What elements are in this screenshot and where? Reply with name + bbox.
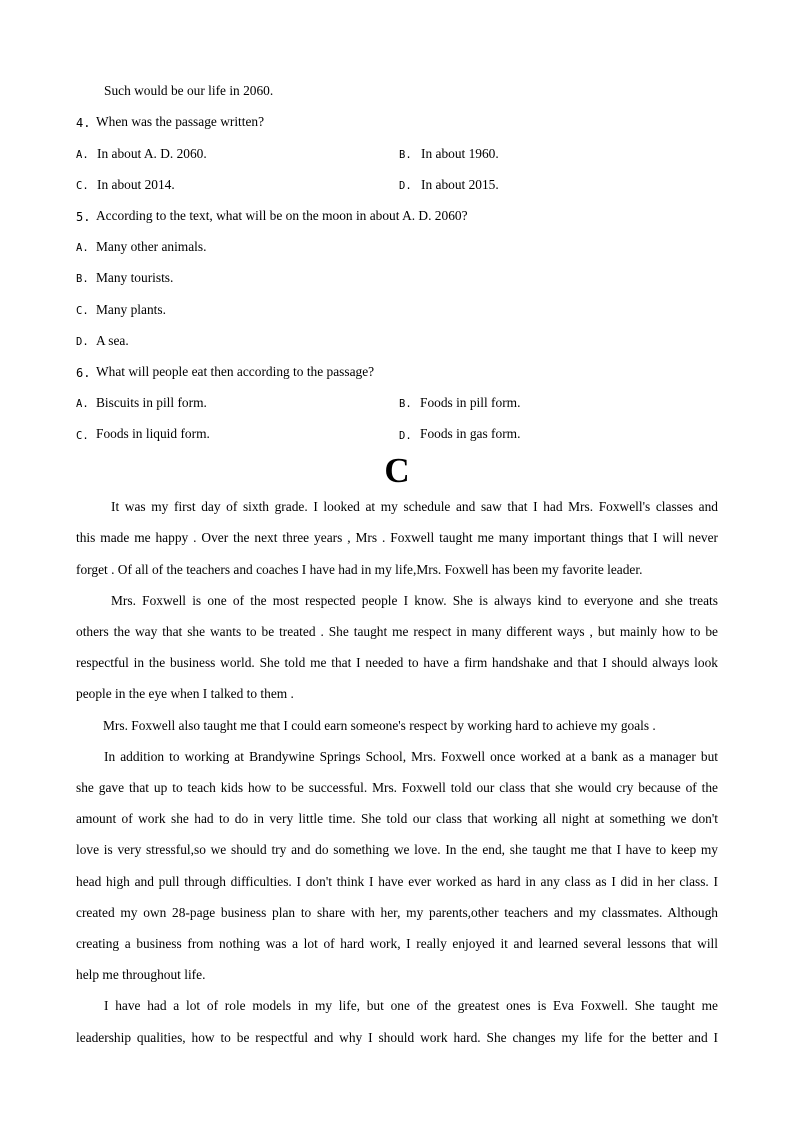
option-text: A sea. [96, 333, 129, 348]
option-text: Many other animals. [96, 239, 207, 254]
passage-line: love is very stressful,so we should try and do something we love. In the end, she taught me that I have to keep my [76, 842, 718, 857]
passage-line: amount of work she had to do in very little time. She told our class that working all night at something we don't [76, 811, 718, 826]
section-heading: C [384, 451, 410, 490]
passage-line: this made me happy . Over the next three years , Mrs . Foxwell taught me many important things that I will never [76, 530, 718, 545]
option-letter: B. [399, 398, 412, 410]
option-letter: A. [76, 149, 89, 161]
passage-line: It was my first day of sixth grade. I looked at my schedule and saw that I had Mrs. Foxwell's classes and [111, 499, 718, 514]
passage-line: Mrs. Foxwell also taught me that I could earn someone's respect by working hard to achieve my goals . [103, 718, 656, 733]
passage-line: respectful in the business world. She told me that I needed to have a firm handshake and that I should always look [76, 655, 718, 670]
option-letter: D. [76, 336, 89, 348]
option-letter: D. [399, 430, 412, 442]
question-text: What will people eat then according to the passage? [96, 364, 375, 379]
option-text: Foods in pill form. [420, 395, 521, 410]
option-text: In about 1960. [421, 146, 499, 161]
option-letter: D. [399, 180, 412, 192]
passage-line: creating a business from nothing was a lot of hard work, I really enjoyed it and learned several lessons that will [76, 936, 718, 951]
option-text: Biscuits in pill form. [96, 395, 207, 410]
option-text: Many plants. [96, 302, 166, 317]
option-text: Many tourists. [96, 270, 174, 285]
option-text: Foods in liquid form. [96, 426, 210, 441]
intro-line: Such would be our life in 2060. [104, 83, 274, 98]
passage-line: In addition to working at Brandywine Springs School, Mrs. Foxwell once worked at a bank as a manager but [104, 749, 718, 764]
option-text: In about A. D. 2060. [97, 146, 207, 161]
option-text: Foods in gas form. [420, 426, 521, 441]
question-number: 4. [76, 116, 91, 130]
option-letter: C. [76, 180, 89, 192]
option-letter: B. [76, 273, 89, 285]
option-letter: C. [76, 430, 89, 442]
question-text: When was the passage written? [96, 114, 265, 129]
question-text: According to the text, what will be on the moon in about A. D. 2060? [96, 208, 468, 223]
question-number: 6. [76, 366, 91, 380]
question-number: 5. [76, 210, 91, 224]
passage-line: others the way that she wants to be treated . She taught me respect in many different ways , but mainly how to be [76, 624, 718, 639]
option-letter: A. [76, 242, 89, 254]
passage-line: help me throughout life. [76, 967, 206, 982]
passage-line: forget . Of all of the teachers and coaches I have had in my life,Mrs. Foxwell has been my favorite leader. [76, 562, 643, 577]
passage-line: I have had a lot of role models in my life, but one of the greatest ones is Eva Foxwell. She taught me [104, 998, 718, 1013]
passage-line: she gave that up to teach kids how to be successful. Mrs. Foxwell told our class that she would cry because of the [76, 780, 718, 795]
passage-line: created my own 28-page business plan to share with her, my parents,other teachers and my classmates. Although [76, 905, 718, 920]
option-letter: A. [76, 398, 89, 410]
option-letter: B. [399, 149, 412, 161]
option-text: In about 2015. [421, 177, 499, 192]
passage-line: people in the eye when I talked to them . [76, 686, 294, 701]
option-text: In about 2014. [97, 177, 175, 192]
passage-line: head high and pull through difficulties. I don't think I have ever worked as hard in any class as I did in her class. I [76, 874, 718, 889]
passage-line: leadership qualities, how to be respectful and why I should work hard. She changes my life for the better and I [76, 1030, 718, 1045]
passage-line: Mrs. Foxwell is one of the most respected people I know. She is always kind to everyone and she treats [111, 593, 718, 608]
option-letter: C. [76, 305, 89, 317]
